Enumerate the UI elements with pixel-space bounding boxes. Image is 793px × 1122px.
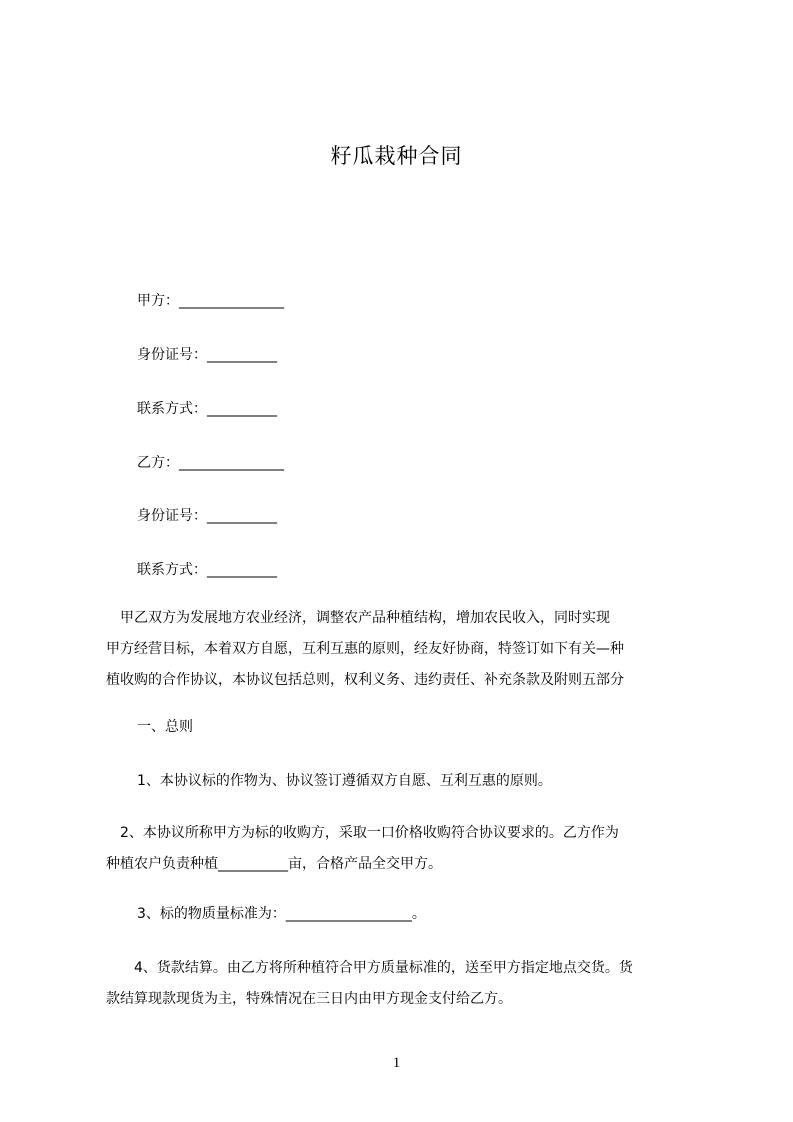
- page-number: 1: [392, 1055, 401, 1071]
- section-heading-general: 一、总则: [137, 719, 193, 735]
- party-a-contact-field: 联系方式：__________: [137, 401, 277, 417]
- clause-2-line: 种植农户负责种植__________亩，合格产品全交甲方。: [106, 856, 442, 872]
- clause-4-line: 款结算现款现货为主，特殊情况在三日内由甲方现金支付给乙方。: [106, 991, 512, 1007]
- clause-3: 3、标的物质量标准为：__________________。: [137, 906, 426, 922]
- document-title: 籽瓜栽种合同: [330, 144, 463, 168]
- party-b-id-field: 身份证号：__________: [137, 508, 277, 524]
- intro-paragraph: [106, 603, 714, 696]
- intro-line: 植收购的合作协议，本协议包括总则，权利义务、违约责任、补充条款及附则五部分: [106, 672, 624, 688]
- clause-4: [106, 953, 714, 1015]
- party-a-name-field: 甲方：_______________: [137, 293, 284, 309]
- intro-line: 甲乙双方为发展地方农业经济，调整农产品种植结构，增加农民收入，同时实现: [106, 610, 610, 626]
- intro-line: 甲方经营目标，本着双方自愿，互利互惠的原则，经友好协商，特签订如下有关—种: [106, 641, 624, 657]
- party-b-contact-field: 联系方式：__________: [137, 562, 277, 578]
- clause-1: 1、本协议标的作物为、协议签订遵循双方自愿、互利互惠的原则。: [137, 773, 552, 789]
- party-b-name-field: 乙方：_______________: [137, 455, 284, 471]
- party-a-id-field: 身份证号：__________: [137, 347, 277, 363]
- clause-2-line: 2、本协议所称甲方为标的收购方，采取一口价格收购符合协议要求的。乙方作为: [106, 825, 619, 841]
- clause-2: [106, 818, 714, 880]
- clause-4-line: 4、货款结算。由乙方将所种植符合甲方质量标准的，送至甲方指定地点交货。货: [106, 960, 633, 976]
